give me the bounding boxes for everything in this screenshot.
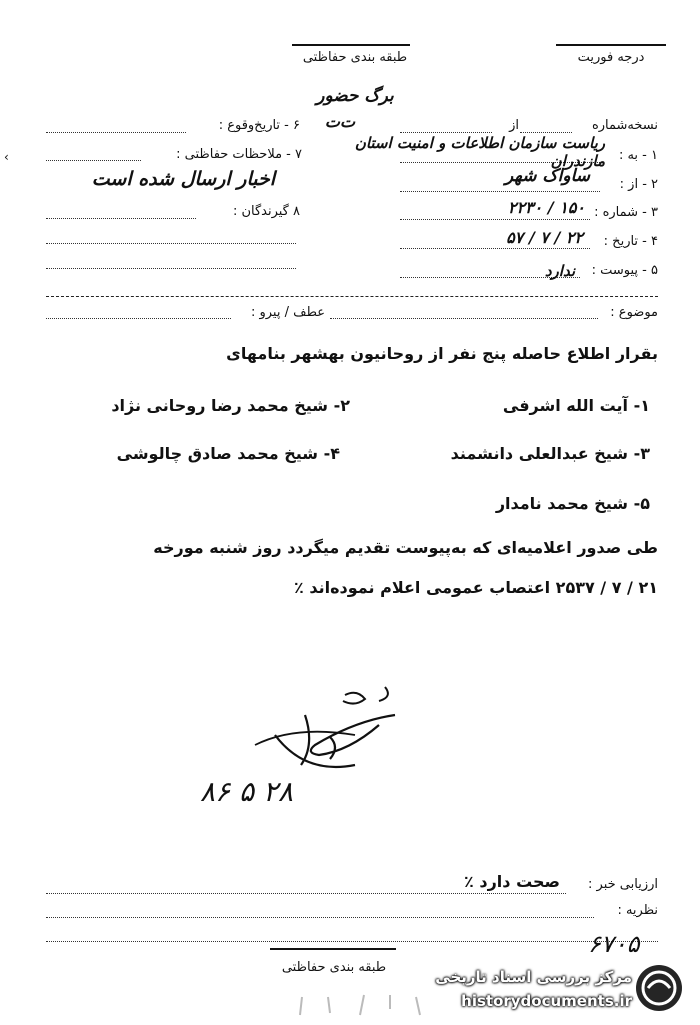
from-label: ۲ - از :	[619, 177, 658, 192]
event-date-label: ۶ - تاریخ‌وقوع :	[218, 118, 300, 133]
body-line-3: ۲۱ / ۷ / ۲۵۳۷ اعتصاب عمومی اعلام نموده‌اند ٪	[294, 578, 658, 597]
recipients-label: ۸ گیرندگان :	[232, 204, 300, 219]
evaluation-value: صحت دارد ٪	[464, 872, 560, 891]
name-4: ۴- شیخ محمد صادق چالوشی	[116, 444, 340, 463]
to-label: ۱ - به :	[618, 148, 658, 163]
from-dots	[400, 191, 600, 192]
subject-dots	[330, 318, 598, 319]
evaluation-label: ارزیابی خبر :	[588, 877, 658, 892]
copy-dots-left	[46, 132, 186, 133]
opinion-dots-2	[46, 941, 658, 942]
classification-bottom: طبقه بندی حفاظتی	[281, 960, 387, 975]
from-short-label: از	[509, 118, 519, 133]
top-handwritten-note: برگ حضور	[316, 86, 394, 106]
footer-number: ۶۷۰۵	[588, 930, 640, 958]
opinion-label: نظریه :	[617, 903, 658, 918]
classification-top: طبقه بندی حفاظتی	[302, 50, 408, 65]
name-2: ۲- شیخ محمد رضا روحانی نژاد	[111, 396, 350, 415]
notes-dots	[46, 160, 141, 161]
top-classification-rule	[292, 44, 410, 46]
body-intro: بقرار اطلاع حاصله پنج نفر از روحانیون بهشهر بنامهای	[226, 344, 658, 363]
number-handwriting: ۲۲۳۰ / ۱۵۰	[507, 198, 585, 217]
signature-number: ۸۶ ۵ ۲۸	[200, 775, 293, 808]
opinion-dots	[46, 917, 594, 918]
date-label: ۴ - تاریخ :	[603, 234, 658, 249]
number-dots	[400, 219, 590, 220]
watermark-logo-icon	[636, 965, 682, 1011]
reference-dots	[46, 318, 231, 319]
name-3: ۳- شیخ عبدالعلی دانشمند	[450, 444, 650, 463]
watermark-url: historydocuments.ir	[461, 992, 632, 1010]
bottom-classification-rule	[270, 948, 396, 950]
left-dots-4	[46, 243, 296, 244]
name-5: ۵- شیخ محمد نامدار	[495, 494, 650, 513]
date-dots	[400, 248, 590, 249]
evaluation-dots	[46, 893, 566, 894]
copy-dots-mid	[400, 132, 492, 133]
notes-handwriting: اخبار ارسال شده است	[91, 168, 275, 190]
watermark-title: مرکز بررسی اسناد تاریخی	[435, 968, 632, 986]
to-handwriting: ریاست سازمان اطلاعات و امنیت استان مازندران	[354, 134, 605, 170]
security-notes-label: ۷ - ملاحظات حفاظتی :	[176, 147, 302, 162]
from-handwriting: ساواک شهر	[505, 166, 590, 186]
reference-label: عطف / پیرو :	[250, 305, 325, 320]
number-label: ۳ - شماره :	[594, 205, 658, 220]
attachment-handwriting: ندارد	[544, 262, 575, 280]
name-1: ۱- آیت الله اشرفی	[502, 396, 650, 415]
left-dots-5	[46, 268, 296, 269]
attachment-label: ۵ - پیوست :	[591, 263, 658, 278]
priority-rule	[556, 44, 666, 46]
date-handwriting: ۵۷ / ۷ / ۲۲	[506, 228, 583, 247]
body-line-2: طی صدور اعلامیه‌ای که به‌پیوست تقدیم میگردد روز شنبه مورخه	[153, 538, 658, 557]
copy-number-label: نسخه‌شماره	[591, 118, 658, 133]
subject-label: موضوع :	[610, 305, 658, 320]
event-date-mark: ت‌ت	[324, 112, 355, 131]
priority-label: درجه فوریت	[577, 50, 645, 65]
recipients-dots	[46, 218, 196, 219]
margin-mark: ‹	[4, 150, 9, 164]
section-divider	[46, 296, 658, 297]
copy-dots	[520, 132, 572, 133]
